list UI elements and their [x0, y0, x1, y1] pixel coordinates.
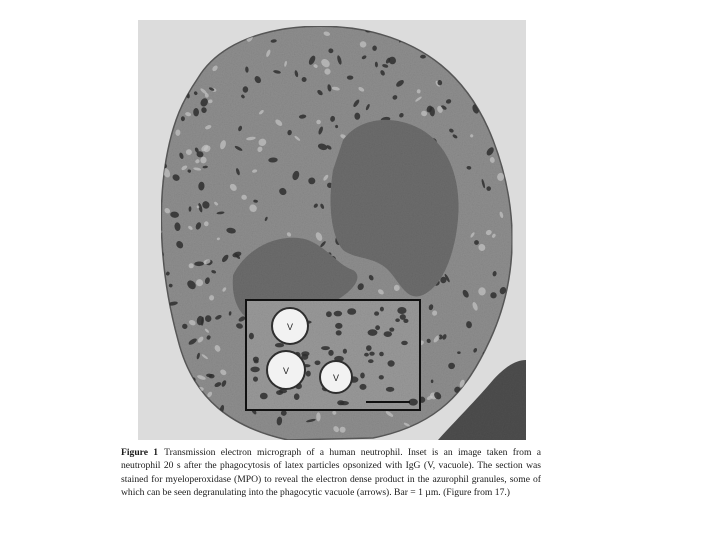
granule	[435, 49, 443, 56]
inset-marker-3: V	[332, 373, 340, 383]
granule	[192, 397, 200, 405]
granule	[504, 115, 511, 121]
granule	[187, 55, 193, 64]
inset-granule	[379, 352, 384, 357]
granule	[162, 359, 169, 366]
granule	[487, 28, 494, 34]
inset-granule	[401, 341, 408, 345]
granule	[168, 103, 175, 112]
granule	[502, 309, 507, 317]
figure-caption-text: Transmission electron micrograph of a human neutrophil. Inset is an image taken from a neutrophil 20 s after the phagocytosis of latex particles opsonized with IgG (V, vacuole). The section was stained for myeloperoxidase (MPO) to reveal the electron dense product in the azurophil granules, some of which can be seen degranulating into the phagocytic vacuole (arrows). Bar = 1 µm. (Figure from 17.)	[121, 447, 541, 499]
inset-granule	[337, 400, 344, 405]
granule	[199, 50, 206, 56]
inset-granule	[368, 329, 378, 336]
granule	[489, 356, 496, 363]
inset-granule	[375, 325, 380, 330]
granule	[157, 328, 165, 336]
granule	[156, 370, 165, 379]
granule	[198, 29, 207, 39]
granule	[161, 93, 169, 101]
inset-granule	[306, 371, 311, 377]
inset-granule	[379, 375, 384, 379]
inset-granule	[326, 311, 332, 317]
figure-label: Figure 1	[121, 447, 159, 458]
inset-granule	[397, 307, 406, 314]
granule	[207, 29, 214, 36]
granule	[347, 75, 353, 79]
inset-granule	[380, 307, 384, 312]
inset-granule	[336, 330, 342, 335]
inset-granule	[294, 393, 300, 400]
granule	[156, 222, 160, 229]
inset-granule	[275, 343, 284, 347]
inset-image	[246, 300, 420, 410]
granule	[443, 420, 450, 428]
granule	[499, 325, 509, 331]
granule	[185, 55, 190, 59]
inset-granule	[364, 353, 369, 357]
inset-granule	[347, 308, 356, 315]
granule	[186, 410, 196, 420]
granule	[176, 392, 186, 402]
inset-granule	[315, 361, 321, 366]
granule	[208, 41, 215, 46]
inset-granule	[360, 373, 365, 379]
granule	[420, 55, 426, 59]
granule	[494, 64, 500, 68]
granule	[217, 29, 223, 33]
inset-granule	[335, 323, 342, 329]
granule	[422, 37, 429, 44]
granule	[208, 31, 219, 42]
granule	[492, 345, 501, 355]
granule	[474, 73, 483, 80]
granule	[211, 26, 222, 37]
figure-caption	[121, 446, 541, 500]
granule	[159, 343, 164, 347]
granule	[182, 377, 190, 385]
inset-granule	[328, 350, 333, 356]
granule	[470, 69, 475, 76]
inset-granule	[389, 328, 394, 332]
granule	[500, 31, 507, 37]
granule	[162, 99, 167, 107]
granule	[496, 59, 501, 68]
granule	[440, 421, 450, 429]
granule	[158, 266, 164, 274]
granule	[160, 340, 168, 348]
granule	[163, 112, 171, 118]
granule	[167, 39, 176, 50]
inset-granule	[343, 349, 347, 354]
granule	[497, 99, 501, 103]
inset-granule	[368, 359, 374, 363]
granule	[250, 28, 255, 33]
inset-granule	[374, 311, 379, 315]
granule	[169, 51, 180, 61]
granule	[182, 34, 191, 43]
inset-marker-2: V	[282, 366, 290, 376]
granule	[189, 393, 199, 404]
inset-granule	[369, 352, 374, 356]
micrograph-figure	[138, 20, 526, 440]
inset-granule	[253, 377, 258, 382]
granule	[212, 37, 223, 48]
granule	[446, 47, 455, 51]
inset-granule	[334, 311, 342, 317]
inset-granule	[384, 331, 392, 337]
granule	[160, 55, 168, 63]
granule	[491, 124, 500, 135]
granule	[431, 380, 434, 384]
inset-granule	[360, 384, 367, 390]
granule	[155, 418, 163, 426]
inset-granule	[403, 319, 408, 323]
granule	[175, 44, 183, 52]
inset-granule	[388, 360, 395, 366]
granule	[452, 39, 459, 46]
granule	[182, 72, 187, 76]
inset-marker-1: V	[286, 322, 294, 332]
granule	[493, 90, 500, 95]
inset-granule	[250, 367, 259, 373]
inset-granule	[395, 318, 400, 322]
granule	[154, 152, 163, 161]
granule	[161, 380, 164, 386]
granule	[175, 382, 182, 390]
inset-granule	[249, 333, 254, 340]
granule	[190, 53, 199, 58]
inset-granule	[386, 387, 394, 392]
inset-granule	[366, 345, 372, 351]
granule	[208, 49, 213, 54]
granule	[182, 398, 189, 403]
granule	[449, 408, 456, 415]
granule	[200, 30, 210, 40]
inset-granule	[253, 357, 259, 362]
inset-granule	[321, 346, 330, 350]
inset-granule	[260, 393, 268, 400]
electron-micrograph	[138, 20, 526, 440]
granule	[191, 33, 198, 40]
granule	[479, 46, 487, 54]
granule	[501, 38, 511, 46]
